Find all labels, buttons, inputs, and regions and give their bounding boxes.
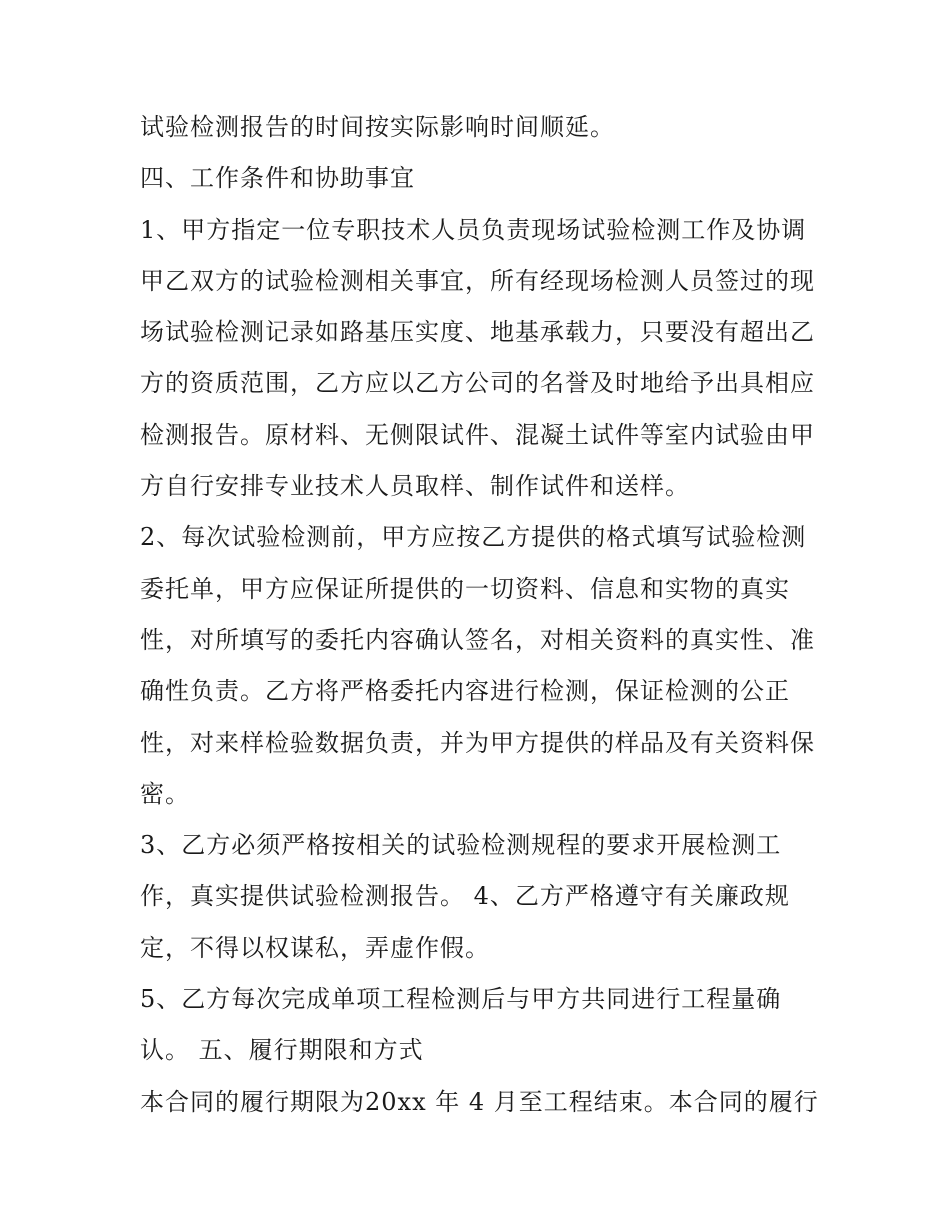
text-line: 5、乙方每次完成单项工程检测后与甲方共同进行工程量确: [140, 985, 782, 1014]
text-line: 2、每次试验检测前，甲方应按乙方提供的格式填写试验检测: [140, 523, 807, 552]
text-line: 方的资质范围，乙方应以乙方公司的名誉及时地给予出具相应: [140, 369, 815, 398]
text-line: 1、甲方指定一位专职技术人员负责现场试验检测工作及协调: [140, 215, 807, 244]
text-line: 本合同的履行期限为20xx 年 4 月至工程结束。本合同的履行: [140, 1087, 819, 1116]
text-line: 性，对所填写的委托内容确认签名，对相关资料的真实性、准: [140, 625, 815, 654]
text-line: 性，对来样检验数据负责，并为甲方提供的样品及有关资料保: [140, 728, 815, 757]
text-line: 委托单，甲方应保证所提供的一切资料、信息和实物的真实: [140, 574, 790, 603]
text-line: 认。 五、履行期限和方式: [140, 1036, 424, 1065]
text-line: 密。: [140, 779, 190, 808]
text-line: 定，不得以权谋私，弄虚作假。: [140, 933, 490, 962]
text-line: 场试验检测记录如路基压实度、地基承载力，只要没有超出乙: [140, 318, 815, 347]
text-line: 甲乙双方的试验检测相关事宜，所有经现场检测人员签过的现: [140, 266, 815, 295]
text-line: 作，真实提供试验检测报告。 4、乙方严格遵守有关廉政规: [140, 882, 790, 911]
section-heading-4: 四、工作条件和协助事宜: [140, 164, 415, 193]
text-line: 确性负责。乙方将严格委托内容进行检测，保证检测的公正: [140, 677, 790, 706]
text-line: 检测报告。原材料、无侧限试件、混凝土试件等室内试验由甲: [140, 420, 815, 449]
text-line: 试验检测报告的时间按实际影响时间顺延。: [140, 113, 615, 141]
text-line: 方自行安排专业技术人员取样、制作试件和送样。: [140, 472, 690, 501]
text-line: 3、乙方必须严格按相关的试验检测规程的要求开展检测工: [140, 831, 782, 860]
document-body: [140, 102, 820, 1128]
